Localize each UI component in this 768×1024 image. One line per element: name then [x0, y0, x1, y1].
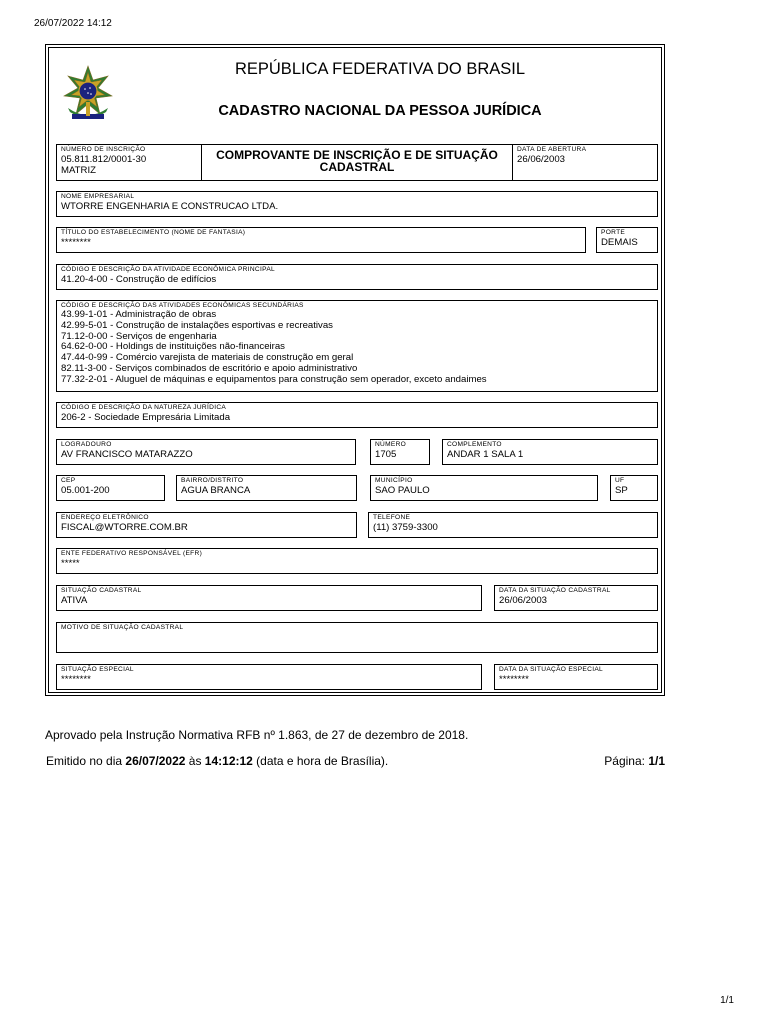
emitted-date: 26/07/2022: [125, 754, 186, 768]
atividade-principal-box: [56, 264, 658, 290]
motivo-label: MOTIVO DE SITUAÇÃO CADASTRAL: [61, 624, 184, 631]
natureza-value: 206-2 - Sociedade Empresária Limitada: [61, 412, 231, 423]
nome-label: NOME EMPRESARIAL: [61, 193, 135, 200]
data-situacao-especial-value: ********: [499, 674, 529, 685]
situacao-value: ATIVA: [61, 595, 88, 606]
motivo-box: [56, 622, 658, 653]
data-situacao-label: DATA DA SITUAÇÃO CADASTRAL: [499, 587, 611, 594]
coat-of-arms-icon: [60, 64, 116, 124]
list-item: 47.44-0-99 - Comércio varejista de materiais de construção em geral: [61, 352, 354, 364]
list-item: 82.11-3-00 - Serviços combinados de escritório e apoio administrativo: [61, 362, 358, 374]
cep-box: [56, 475, 165, 501]
porte-value: DEMAIS: [601, 237, 638, 248]
telefone-box: [368, 512, 658, 538]
efr-label: ENTE FEDERATIVO RESPONSÁVEL (EFR): [61, 550, 203, 557]
logradouro-box: [56, 439, 356, 465]
cnpj-registry-title: CADASTRO NACIONAL DA PESSOA JURÍDICA: [218, 103, 542, 119]
list-item: 64.62-0-00 - Holdings de instituições não-financeiras: [61, 341, 285, 353]
municipio-value: SAO PAULO: [375, 485, 430, 496]
bairro-value: AGUA BRANCA: [181, 485, 251, 496]
situacao-label: SITUAÇÃO CADASTRAL: [61, 587, 142, 594]
logradouro-label: LOGRADOURO: [61, 441, 112, 448]
telefone-value: (11) 3759-3300: [373, 522, 438, 533]
logradouro-value: AV FRANCISCO MATARAZZO: [61, 449, 193, 460]
data-situacao-especial-box: [494, 664, 658, 690]
abertura-box: [512, 144, 658, 181]
complemento-value: ANDAR 1 SALA 1: [447, 449, 524, 460]
atividades-secundarias-label: CÓDIGO E DESCRIÇÃO DAS ATIVIDADES ECONÔMICAS SECUNDÁRIAS: [61, 302, 304, 309]
numero-label: NÚMERO: [375, 441, 407, 448]
numero-box: [370, 439, 430, 465]
inscricao-value: 05.811.812/0001-30: [61, 154, 147, 165]
complemento-label: COMPLEMENTO: [447, 441, 502, 448]
list-item: 77.32-2-01 - Aluguel de máquinas e equipamentos para construção sem operador, exceto andaimes: [61, 373, 487, 385]
emitted-mid: às: [185, 754, 205, 768]
natureza-box: [56, 402, 658, 428]
emitted-time: 14:12:12: [204, 754, 253, 768]
bairro-label: BAIRRO/DISTRITO: [181, 477, 244, 484]
fantasia-label: TÍTULO DO ESTABELECIMENTO (NOME DE FANTASIA): [61, 229, 246, 236]
document-title: COMPROVANTE DE INSCRIÇÃO E DE SITUAÇÃO CADASTRAL: [201, 144, 513, 181]
emitted-note: [46, 754, 388, 768]
emitted-suffix: (data e hora de Brasília).: [252, 754, 389, 768]
porte-label: PORTE: [601, 229, 626, 236]
email-box: [56, 512, 357, 538]
fantasia-box: [56, 227, 586, 253]
numero-value: 1705: [375, 449, 397, 460]
efr-value: *****: [61, 558, 80, 569]
page-indicator: [604, 754, 665, 768]
atividades-secundarias-box: [56, 300, 658, 392]
data-situacao-box: [494, 585, 658, 611]
page-value: 1/1: [648, 754, 665, 768]
data-situacao-value: 26/06/2003: [499, 595, 548, 606]
nome-box: [56, 191, 658, 217]
uf-label: UF: [615, 477, 625, 484]
print-header: 26/07/2022 14:12: [34, 18, 112, 29]
bairro-box: [176, 475, 357, 501]
inscricao-box: [56, 144, 202, 181]
telefone-label: TELEFONE: [373, 514, 411, 521]
list-item: 71.12-0-00 - Serviços de engenharia: [61, 330, 217, 342]
efr-box: [56, 548, 658, 574]
atividade-principal-label: CÓDIGO E DESCRIÇÃO DA ATIVIDADE ECONÔMICA PRINCIPAL: [61, 266, 276, 273]
inscricao-label: NÚMERO DE INSCRIÇÃO: [61, 146, 146, 153]
inscricao-type: MATRIZ: [61, 165, 96, 176]
uf-box: [610, 475, 658, 501]
print-footer: 1/1: [720, 995, 734, 1006]
situacao-especial-box: [56, 664, 482, 690]
abertura-label: DATA DE ABERTURA: [517, 146, 587, 153]
republic-title: REPÚBLICA FEDERATIVA DO BRASIL: [234, 60, 526, 78]
list-item: 42.99-5-01 - Construção de instalações esportivas e recreativas: [61, 319, 333, 331]
municipio-label: MUNICÍPIO: [375, 477, 413, 484]
cep-value: 05.001-200: [61, 485, 110, 496]
situacao-especial-label: SITUAÇÃO ESPECIAL: [61, 666, 134, 673]
page-label: Página:: [604, 754, 649, 768]
cep-label: CEP: [61, 477, 76, 484]
data-situacao-especial-label: DATA DA SITUAÇÃO ESPECIAL: [499, 666, 603, 673]
municipio-box: [370, 475, 598, 501]
abertura-value: 26/06/2003: [517, 154, 566, 165]
situacao-box: [56, 585, 482, 611]
situacao-especial-value: ********: [61, 674, 91, 685]
nome-value: WTORRE ENGENHARIA E CONSTRUCAO LTDA.: [61, 201, 279, 212]
email-label: ENDEREÇO ELETRÔNICO: [61, 514, 149, 521]
fantasia-value: ********: [61, 237, 91, 248]
approval-note: Aprovado pela Instrução Normativa RFB nº 1.863, de 27 de dezembro de 2018.: [45, 728, 469, 742]
natureza-label: CÓDIGO E DESCRIÇÃO DA NATUREZA JURÍDICA: [61, 404, 227, 411]
emitted-prefix: Emitido no dia: [46, 754, 126, 768]
uf-value: SP: [615, 485, 628, 496]
porte-box: [596, 227, 658, 253]
complemento-box: [442, 439, 658, 465]
list-item: 43.99-1-01 - Administração de obras: [61, 309, 217, 320]
atividade-principal-value: 41.20-4-00 - Construção de edifícios: [61, 274, 217, 285]
email-value: FISCAL@WTORRE.COM.BR: [61, 522, 188, 533]
